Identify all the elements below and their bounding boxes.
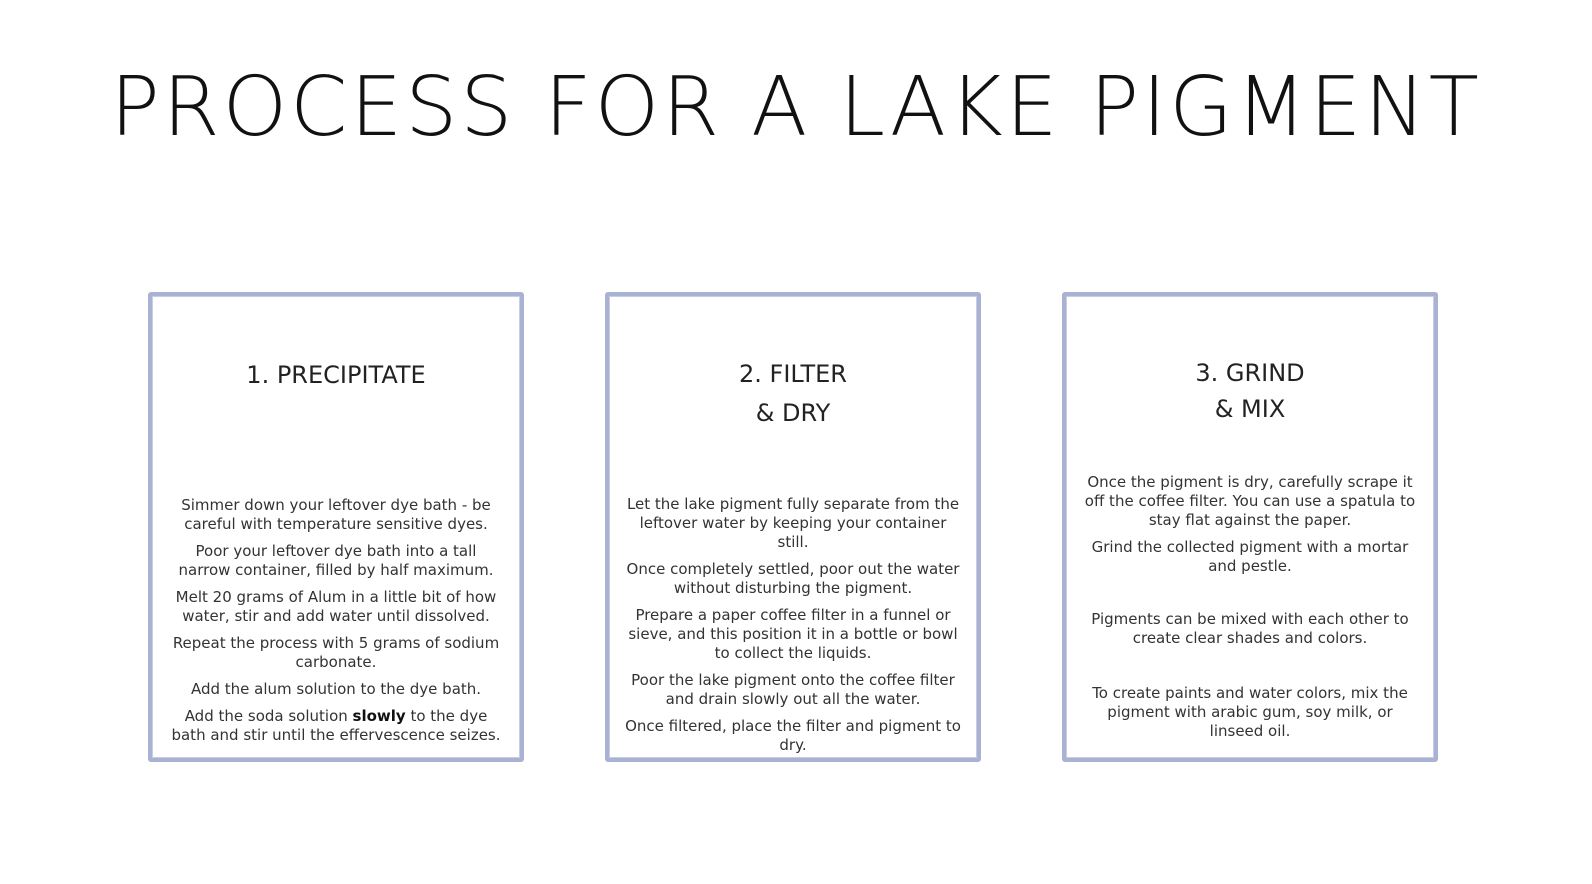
step-text: To create paints and water colors, mix the pigment with arabic gum, soy milk, or linseed oil. bbox=[1092, 684, 1408, 740]
step-text-soda bbox=[168, 707, 504, 745]
step-text: Repeat the process with 5 grams of sodium carbonate. bbox=[172, 634, 500, 671]
card-title bbox=[609, 355, 977, 433]
step-text: Simmer down your leftover dye bath - be careful with temperature sensitive dyes. bbox=[181, 496, 491, 533]
card-filter-dry bbox=[605, 292, 981, 762]
card-body bbox=[1082, 473, 1418, 749]
step-text: Once the pigment is dry, carefully scrape it off the coffee filter. You can use a spatula to stay flat against the paper. bbox=[1084, 473, 1416, 529]
step-text: Once completely settled, poor out the water without disturbing the pigment. bbox=[626, 560, 960, 597]
step-text-after: to the dye bath and stir until the effervescence seizes. bbox=[171, 707, 501, 744]
card-title-line: 3. GRIND bbox=[1195, 359, 1305, 387]
page-title: PROCESS FOR A LAKE PIGMENT bbox=[110, 60, 1482, 155]
card-precipitate bbox=[148, 292, 524, 762]
card-grind-mix bbox=[1062, 292, 1438, 762]
emphasis-slowly: slowly bbox=[352, 707, 406, 725]
step-text: Pigments can be mixed with each other to create clear shades and colors. bbox=[1091, 610, 1409, 647]
step-text: Melt 20 grams of Alum in a little bit of how water, stir and add water until dissolved. bbox=[175, 588, 497, 625]
step-text: Grind the collected pigment with a mortar and pestle. bbox=[1091, 538, 1409, 575]
card-title-line: & DRY bbox=[755, 399, 831, 427]
step-text-before: Add the soda solution bbox=[184, 707, 353, 725]
card-title bbox=[152, 356, 520, 394]
card-title bbox=[1066, 355, 1434, 427]
card-title-line: 1. PRECIPITATE bbox=[246, 361, 426, 389]
step-text: Let the lake pigment fully separate from the leftover water by keeping your container still. bbox=[626, 495, 960, 551]
card-body bbox=[625, 495, 961, 763]
step-text: Add the alum solution to the dye bath. bbox=[190, 680, 482, 698]
card-body bbox=[168, 496, 504, 753]
card-title-line: & MIX bbox=[1214, 395, 1286, 423]
card-title-line: 2. FILTER bbox=[739, 360, 847, 388]
step-text: Poor your leftover dye bath into a tall narrow container, filled by half maximum. bbox=[178, 542, 494, 579]
step-text: Poor the lake pigment onto the coffee filter and drain slowly out all the water. bbox=[631, 671, 955, 708]
step-text: Once filtered, place the filter and pigment to dry. bbox=[625, 717, 961, 754]
step-text: Prepare a paper coffee filter in a funnel or sieve, and this position it in a bottle or bowl to collect the liquids. bbox=[628, 606, 958, 662]
